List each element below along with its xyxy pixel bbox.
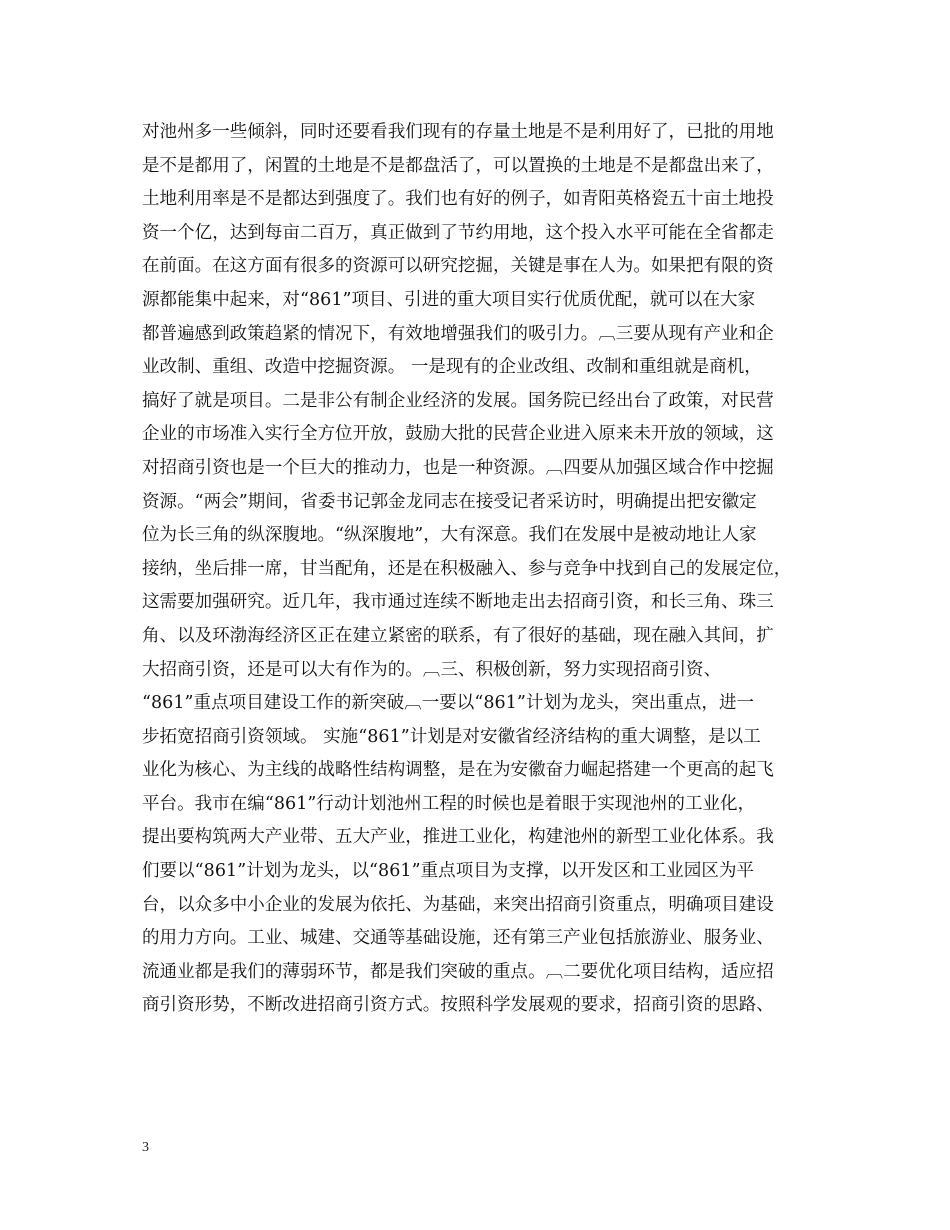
text-line: 业改制、重组、改造中挖掘资源。 一是现有的企业改组、改制和重组就是商机， bbox=[142, 357, 762, 378]
text-line: 接纳，坐后排一席，甘当配角，还是在积极融入、参与竞争中找到自己的发展定位， bbox=[142, 558, 792, 579]
text-line: 企业的市场准入实行全方位开放，鼓励大批的民营企业进入原来未开放的领域，这 bbox=[142, 424, 774, 445]
text-line: 源都能集中起来，对“861”项目、引进的重大项目实行优质优配，就可以在大家 bbox=[142, 289, 756, 310]
text-line: 在前面。在这方面有很多的资源可以研究挖掘，关键是事在人为。如果把有限的资 bbox=[142, 256, 774, 277]
text-line: “861”重点项目建设工作的新突破︹一要以“861”计划为龙头，突出重点，进一 bbox=[142, 693, 755, 714]
page-number: 3 bbox=[142, 1140, 149, 1155]
text-line: 资一个亿，达到每亩二百万，真正做到了节约用地，这个投入水平可能在全省都走 bbox=[142, 222, 774, 243]
text-line: 平台。我市在编“861”行动计划池州工程的时候也是着眼于实现池州的工业化， bbox=[142, 793, 756, 814]
body-text bbox=[142, 116, 822, 1023]
text-line: 都普遍感到政策趋紧的情况下，有效地增强我们的吸引力。︹三要从现有产业和企 bbox=[142, 323, 774, 344]
text-line: 位为长三角的纵深腹地。“纵深腹地”，大有深意。我们在发展中是被动地让人家 bbox=[142, 525, 757, 546]
text-line: 这需要加强研究。近几年，我市通过连续不断地走出去招商引资，和长三角、珠三 bbox=[142, 592, 774, 613]
text-line: 们要以“861”计划为龙头，以“861”重点项目为支撑，以开发区和工业园区为平 bbox=[142, 861, 755, 882]
text-line: 对池州多一些倾斜，同时还要看我们现有的存量土地是不是利用好了，已批的用地 bbox=[142, 122, 774, 142]
text-line: 搞好了就是项目。二是非公有制企业经济的发展。国务院已经出台了政策，对民营 bbox=[142, 390, 774, 411]
text-line: 资源。“两会”期间，省委书记郭金龙同志在接受记者采访时，明确提出把安徽定 bbox=[142, 491, 757, 512]
text-line: 的用力方向。工业、城建、交通等基础设施，还有第三产业包括旅游业、服务业、 bbox=[142, 928, 774, 949]
text-line: 流通业都是我们的薄弱环节，都是我们突破的重点。︹二要优化项目结构，适应招 bbox=[142, 961, 774, 982]
text-line: 对招商引资也是一个巨大的推动力，也是一种资源。︹四要从加强区域合作中挖掘 bbox=[142, 457, 774, 478]
text-line: 台，以众多中小企业的发展为依托、为基础，来突出招商引资重点，明确项目建设 bbox=[142, 894, 774, 915]
text-line: 大招商引资，还是可以大有作为的。︹三、积极创新，努力实现招商引资、 bbox=[142, 659, 722, 680]
text-line: 角、以及环渤海经济区正在建立紧密的联系，有了很好的基础，现在融入其间，扩 bbox=[142, 625, 774, 646]
text-line: 是不是都用了，闲置的土地是不是都盘活了，可以置换的土地是不是都盘出来了， bbox=[142, 155, 774, 176]
text-line: 土地利用率是不是都达到强度了。我们也有好的例子，如青阳英格瓷五十亩土地投 bbox=[142, 189, 774, 210]
text-line: 商引资形势，不断改进招商引资方式。按照科学发展观的要求，招商引资的思路、 bbox=[142, 995, 774, 1016]
text-line: 业化为核心、为主线的战略性结构调整，是在为安徽奋力崛起搭建一个更高的起飞 bbox=[142, 760, 774, 781]
text-line: 提出要构筑两大产业带、五大产业，推进工业化，构建池州的新型工业化体系。我 bbox=[142, 827, 774, 848]
text-line: 步拓宽招商引资领域。 实施“861”计划是对安徽省经济结构的重大调整，是以工 bbox=[142, 726, 761, 747]
